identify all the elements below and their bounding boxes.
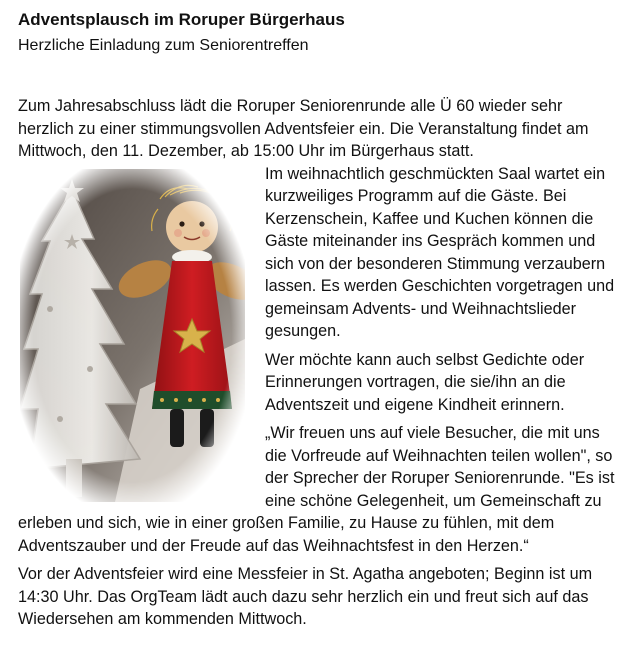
mass-paragraph: Vor der Adventsfeier wird eine Messfeier in St. Agatha angeboten; Beginn ist um 14:30 Uhr. Das OrgTeam lädt auch dazu sehr herzlich ein und freut sich auf das Wiedersehen am kommenden Mittwoch.: [18, 565, 593, 628]
article-title: Adventsplausch im Roruper Bürgerhaus: [18, 10, 345, 29]
article-subtitle: Herzliche Einladung zum Seniorentreffen: [18, 37, 309, 54]
poems-paragraph: Wer möchte kann auch selbst Gedichte oder Erinnerungen vortragen, die sie/ihn an die Adventszeit und eigene Kindheit erinnern.: [265, 350, 585, 414]
program-paragraph: Im weihnachtlich geschmückten Saal wartet ein kurzweiliges Programm auf die Gäste. Bei Kerzenschein, Kaffee und Kuchen können die Gäste miteinander ins Gespräch kommen und sich von der besonderen Stimmung verzaubern lassen. Es werden Geschichten vorgetragen und gemeinsam Advents- und Weihnachtslieder gesungen.: [265, 164, 615, 340]
quote-paragraph: „Wir freuen uns auf viele Besucher, die mit uns die Vorfreude auf Weihnachten teilen wollen", so der Sprecher der Roruper Seniorenrunde. "Es ist eine schöne Gelegenheit, um Gemeinschaft zu erleben und sich, wie in einer großen Familie, zu Hause zu fühlen, mit dem Adventszauber und der Freude auf das Weihnachtsfest in den Herzen.“: [18, 424, 615, 555]
christmas-angel-photo: [20, 169, 245, 502]
article: [18, 8, 622, 631]
intro-paragraph: Zum Jahresabschluss lädt die Roruper Seniorenrunde alle Ü 60 wieder sehr herzlich zu einer stimmungsvollen Adventsfeier ein. Die Veranstaltung findet am Mittwoch, den 11. Dezember, ab 15:00 Uhr im Bürgerhaus statt.: [18, 97, 589, 160]
